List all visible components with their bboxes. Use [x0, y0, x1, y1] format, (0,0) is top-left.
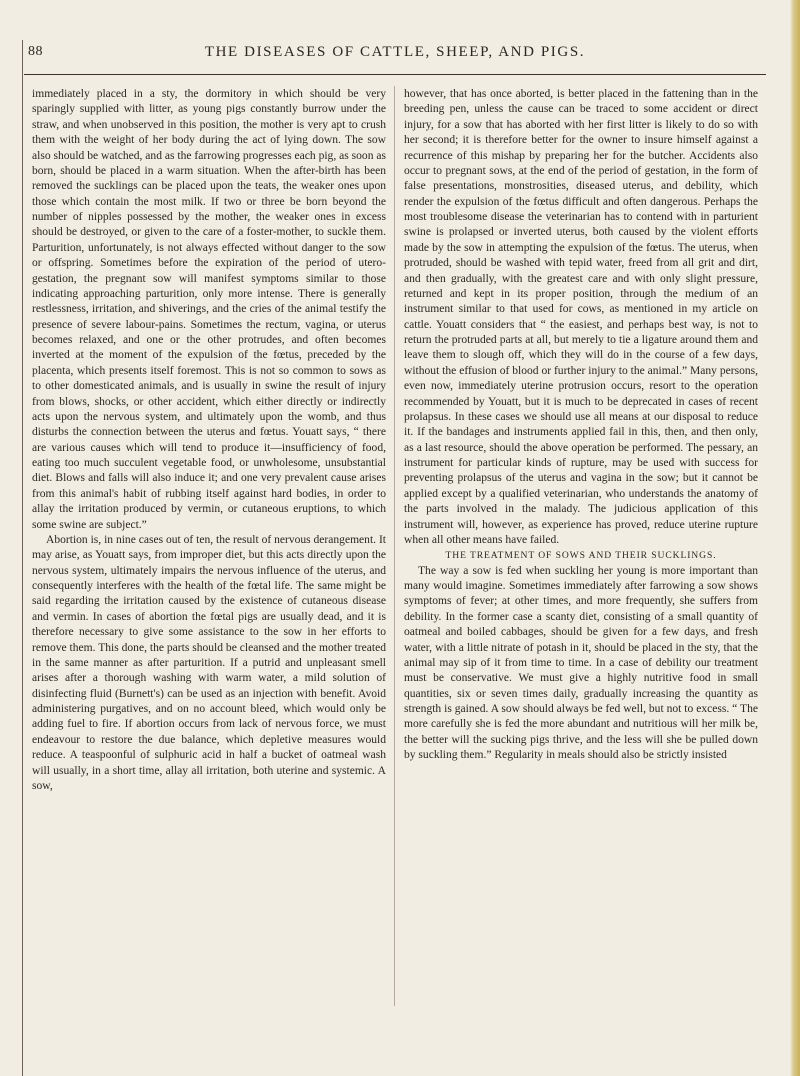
column-divider: [394, 86, 395, 1006]
header-rule: [24, 74, 766, 75]
paragraph: Abortion is, in nine cases out of ten, the result of nervous derangement. It may arise, as Youatt says, from improper diet, but this acts directly upon the nervous system, ultimately impairs the nervous influence of the uterus, and consequently interferes with the health of the fœtal life. The same might be said regarding the irritation caused by the existence of cutaneous disease and vermin. In cases of abortion the fœtal pigs are usually dead, and it is therefore necessary to give some assistance to the sow in her efforts to remove them. This done, the parts should be cleansed and the mother treated in the same manner as after parturition. If a putrid and unpleasant smell arises after a thorough washing with warm water, a mild solution of disinfecting fluid (Burnett's) can be used as an injection with benefit. Avoid administering purgatives, and on no account bleed, which would only be adding fuel to fire. If abortion occurs from lack of nervous force, we must endeavour to restore the due balance, which depletive measures would reduce. A teaspoonful of sulphuric acid in half a bucket of oatmeal wash will usually, in a short time, allay all irritation, both uterine and systemic. A sow,: [32, 533, 386, 792]
right-column: [404, 87, 758, 764]
page-header: [24, 44, 766, 64]
paragraph: immediately placed in a sty, the dormitory in which should be very sparingly supplied with litter, as young pigs constantly burrow under the straw, and when unobserved in this position, the mother is very apt to crush them with the weight of her body during the act of lying down. The sow also should be watched, and as the farrowing progresses each pig, as soon as born, should be placed in a warm situation. When the after-birth has been removed the sucklings can be placed upon the teats, the weaker ones upon those which contain the most milk. If two or three be born beyond the number of nipples possessed by the mother, the weaker ones in excess should be destroyed, or given to the care of a foster-mother, to suckle them. Parturition, unfortunately, is not always effected without danger to the sow or offspring. Sometimes before the expiration of the period of utero-gestation, the pregnant sow will manifest symptoms similar to those indicating approaching parturition, only more intense. There is generally restlessness, irritation, and shiverings, and the cries of the animal testify the presence of severe labour-pains. Sometimes the rectum, vagina, or uterus becomes relaxed, and one or the other protrudes, and often becomes inverted at the moment of the expulsion of the fœtus, preceded by the placenta, which presents itself foremost. This is not so common to sows as to other domesticated animals, and is usually in swine the result of injury from blows, shocks, or other accident, which either directly or indirectly acts upon the nervous system, and ultimately upon the womb, and thus disturbs the connection between the uterus and fœtus. Youatt says, “ there are various causes which will tend to produce it—insufficiency of food, eating too much succulent vegetable food, or unwholesome, unsubstantial diet. Blows and falls will also induce it; and one very prevalent cause arises from this animal's habit of rubbing itself against hard bodies, in order to allay the irritation produced by vermin, or cutaneous eruptions, to which some swine are subject.”: [32, 88, 386, 531]
section-heading: THE TREATMENT OF SOWS AND THEIR SUCKLINGS.: [445, 550, 717, 562]
paragraph: The way a sow is fed when suckling her young is more important than many would imagine. Sometimes immediately after farrowing a sow shows symptoms of fever; at other times, and more frequently, she suffers from debility. In the former case a scanty diet, consisting of a small quantity of oatmeal and boiled cabbages, should be given for a few days, and fresh water, with a little nitrate of potash in it, should be placed in the sty, that the animal may sip of it from time to time. In a case of debility our treatment must be conservative. We must give a highly nutritive food in small quantities, six or seven times daily, gradually increasing the quantity as strength is gained. A sow should always be fed well, but not to excess. “ The more carefully she is fed the more abundant and nutritious will her milk be, the better will the sucking pigs thrive, and the less will she be pulled down by suckling them.” Regularity in meals should also be strictly insisted: [404, 564, 758, 762]
running-head: THE DISEASES OF CATTLE, SHEEP, AND PIGS.: [204, 44, 586, 60]
page-number: 88: [28, 44, 43, 59]
paragraph: however, that has once aborted, is better placed in the fattening than in the breeding pen, unless the cause can be traced to some accident or direct injury, for a sow that has aborted with her first litter is likely to do so with her second; it is therefore better for the owner to insure himself against a recurrence of this mishap by preparing her for the butcher. Accidents also occur to pregnant sows, at the end of the period of gestation, in the form of false presentations, monstrosities, diseased uterus, and debility, which render the expulsion of the fœtus difficult and often dangerous. Perhaps the most troublesome disease the veterinarian has to contend with in parturient swine is prolapsed or inverted uterus, both caused by the violent efforts made by the sow in attempting the expulsion of the fœtus. The uterus, when protruded, should be washed with tepid water, freed from all grit and dirt, and then gradually, with the greatest care and with only slight pressure, returned and kept in its proper position, through the medium of an instrument similar to that used for cows, as mentioned in my article on cattle. Youatt considers that “ the easiest, and perhaps best way, is not to return the protruded parts at all, but merely to tie a ligature around them and leave them to slough off, which they will do in the course of a few days, without the effusion of blood or further injury to the animal.” Many persons, even now, immediately uterine protrusion occurs, resort to the operation recommended by Youatt, but it is much to be deprecated in cases of recent prolapsus. In these cases we should use all means at our disposal to reduce it. If the bandages and instruments applied fail in this, then, and then only, as a last resource, should the above operation be performed. The pessary, an instrument for particular kinds of rupture, may be used with success for preventing prolapsus of the uterus and vagina in the sow; but it cannot be applied except by a qualified veterinarian, who understands the anatomy of the parts involved in the malady. The judicious application of this instrument will, however, as experience has proved, reduce uterine rupture when all other means have failed.: [404, 88, 758, 546]
page-left-border: [22, 40, 23, 1076]
page-right-edge: [790, 0, 800, 1076]
left-column: [32, 87, 386, 794]
